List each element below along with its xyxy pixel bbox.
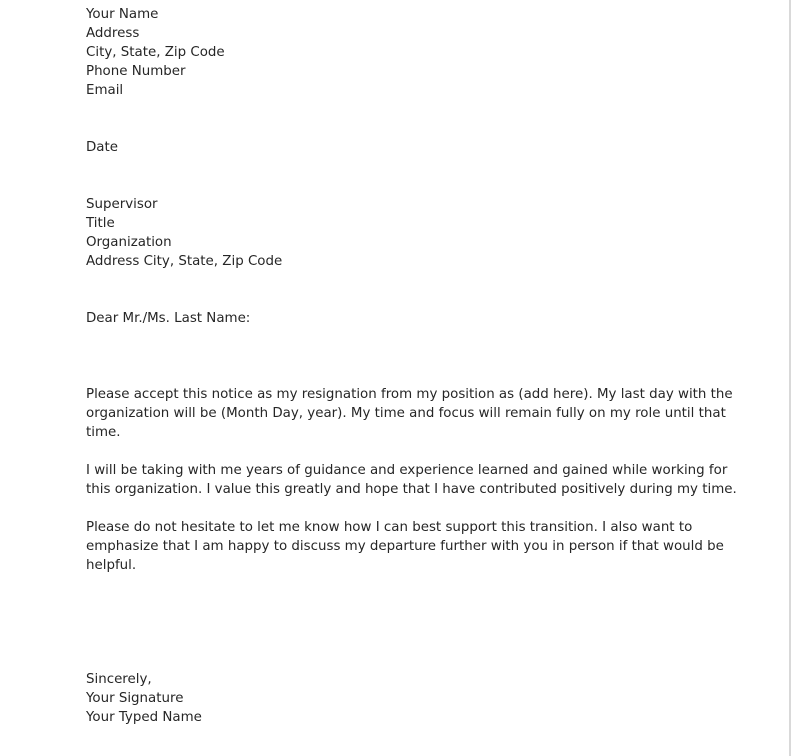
body-paragraph-2	[86, 461, 737, 499]
body-line: helpful.	[86, 558, 137, 573]
body-line: this organization. I value this greatly and hope that I have contributed positively during my time.	[86, 482, 737, 497]
body-paragraph-3	[86, 518, 724, 575]
body-line: emphasize that I am happy to discuss my departure further with you in person if that would be	[86, 539, 724, 554]
sender-name: Your Name	[86, 7, 159, 22]
sender-email: Email	[86, 83, 124, 98]
salutation-block	[86, 309, 706, 328]
sender-block	[86, 5, 706, 100]
recipient-address: Address City, State, Zip Code	[86, 254, 283, 269]
body-line: Please accept this notice as my resignation from my position as (add here). My last day with the	[86, 387, 733, 402]
sender-city-state-zip: City, State, Zip Code	[86, 45, 225, 60]
body-line: I will be taking with me years of guidance and experience learned and gained while working for	[86, 463, 728, 478]
salutation: Dear Mr./Ms. Last Name:	[86, 311, 251, 326]
closing-block	[86, 670, 706, 727]
body-line: time.	[86, 425, 121, 440]
recipient-title: Title	[86, 216, 115, 231]
body-line: Please do not hesitate to let me know how I can best support this transition. I also want to	[86, 520, 693, 535]
letter-date: Date	[86, 140, 119, 155]
recipient-name: Supervisor	[86, 197, 158, 212]
valediction: Sincerely,	[86, 672, 152, 687]
recipient-organization: Organization	[86, 235, 172, 250]
sender-phone: Phone Number	[86, 64, 186, 79]
sender-address: Address	[86, 26, 140, 41]
letter-content	[86, 5, 737, 727]
body-paragraph-1	[86, 385, 733, 442]
typed-name: Your Typed Name	[86, 710, 202, 725]
body-line: organization will be (Month Day, year). My time and focus will remain fully on my role until that	[86, 406, 726, 421]
recipient-block	[86, 195, 706, 271]
signature-line: Your Signature	[86, 691, 184, 706]
date-block	[86, 138, 706, 157]
